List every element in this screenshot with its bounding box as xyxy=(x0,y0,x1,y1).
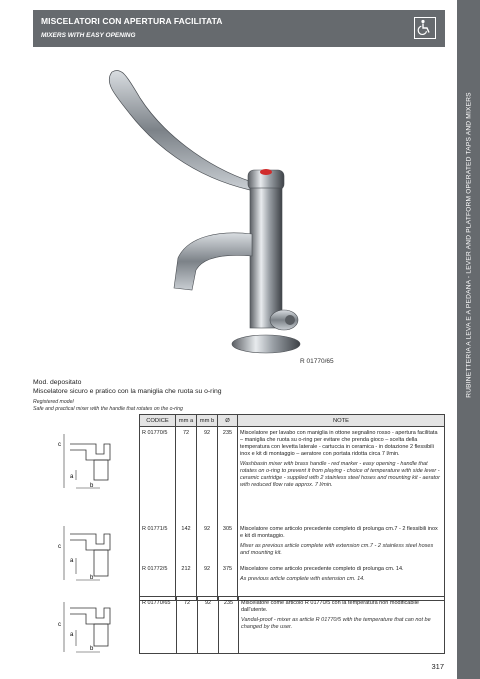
table-header-row xyxy=(140,415,445,427)
label-b: b xyxy=(90,483,94,489)
note-en: Vandal-proof - mixer as article R 01770/5 with the temperature that can not be changed by the user. xyxy=(241,617,431,630)
note-it: Miscelatore come articolo R 01770/5 con la temperatura non modificabile dall'utente. xyxy=(241,600,419,613)
product-description xyxy=(33,378,222,396)
col-header-mm-b: mm b xyxy=(197,415,218,427)
note-it: Miscelatore per lavabo con maniglia in ottone segnalino rosso - apertura facilitata – maniglia che ruota su o-ring per evitare che prenda gioco – scelta della temperatura con levetta laterale - cartuccia in ceramica - in dotazione 2 flessibili inox e kit di montaggio – aeratore con portata ridotta circa 7 l/min. xyxy=(240,430,438,457)
header-subtitle: MIXERS WITH EASY OPENING xyxy=(41,32,136,39)
col-header-code: CODICE xyxy=(140,415,176,427)
cell-note xyxy=(241,600,441,631)
cell-diameter: 235 xyxy=(218,427,238,523)
cell-b: 92 xyxy=(204,600,212,606)
cell-a: 72 xyxy=(176,427,197,523)
cell-code: R 01770/5 xyxy=(140,427,176,523)
label-b: b xyxy=(90,646,94,652)
cell-a: 212 xyxy=(176,563,197,601)
cell-code: R 01771/5 xyxy=(140,523,176,563)
extra-row-box xyxy=(139,596,445,654)
spec-table xyxy=(139,414,445,601)
description-it: Miscelatore sicuro e pratico con la maniglia che ruota su o-ring xyxy=(33,388,222,395)
note-en: As previous article complete with extension cm. 14. xyxy=(240,575,365,582)
label-b: b xyxy=(90,575,94,581)
col-header-note: NOTE xyxy=(238,415,445,427)
wheelchair-icon xyxy=(414,17,436,39)
product-description-en xyxy=(33,399,183,413)
table-row xyxy=(140,523,445,563)
label-a: a xyxy=(70,474,74,480)
model-label: Mod. depositato xyxy=(33,379,82,386)
description-en: Safe and practical mixer with the handle that rotates on the o-ring xyxy=(33,406,183,412)
cell-a: 72 xyxy=(183,600,191,606)
page-number: 317 xyxy=(431,662,444,671)
label-a: a xyxy=(70,632,74,638)
cell-b: 92 xyxy=(197,563,218,601)
label-c: c xyxy=(58,622,61,628)
registered-en: Registered model xyxy=(33,399,74,405)
dimension-diagram xyxy=(56,600,126,660)
note-it: Miscelatore come articolo precedente completo di prolunga cm.7 - 2 flessibili inox e kit di montaggio. xyxy=(240,525,438,539)
label-c: c xyxy=(58,442,61,448)
sidebar-text: RUBINETTERIA A LEVA E A PEDANA - LEVER AND PLATFORM OPERATED TAPS AND MIXERS xyxy=(465,92,472,398)
cell-code: R 01772/5 xyxy=(140,563,176,601)
table-row xyxy=(140,563,445,601)
note-en: Mixer as previous article complete with extension cm.7 - 2 stainless steel hoses and mounting kit. xyxy=(240,542,434,556)
dimension-diagram xyxy=(56,524,126,584)
header-title: MISCELATORI CON APERTURA FACILITATA xyxy=(41,16,223,26)
sidebar-band xyxy=(457,0,480,679)
cell-note xyxy=(238,563,445,601)
col-header-mm-a: mm a xyxy=(176,415,197,427)
label-a: a xyxy=(70,558,74,564)
product-photo xyxy=(100,58,340,358)
cell-a: 142 xyxy=(176,523,197,563)
cell-diameter: 375 xyxy=(218,563,238,601)
label-c: c xyxy=(58,544,61,550)
page-header xyxy=(33,10,445,47)
note-it: Miscelatore come articolo precedente completo di prolunga cm. 14. xyxy=(240,565,404,572)
cell-b: 92 xyxy=(197,427,218,523)
cell-diameter: 235 xyxy=(223,600,234,606)
cell-note xyxy=(238,427,445,523)
cell-diameter: 305 xyxy=(218,523,238,563)
table-row xyxy=(140,427,445,523)
note-en: Washbasin mixer with brass handle - red marker - easy opening - handle that rotates on o-ring to prevent it from playing - choice of temperature with side lever - ceramic cartridge - supplied with 2 stainless steel hoses and mounting kit - aerator with reduced flow rate approx. 7 l/min. xyxy=(240,461,440,488)
image-caption: R 01770/65 xyxy=(300,358,334,365)
col-header-diameter: Ø xyxy=(218,415,238,427)
dimension-diagram xyxy=(56,430,126,490)
cell-note xyxy=(238,523,445,563)
cell-code: R 01770/65 xyxy=(142,600,171,606)
cell-b: 92 xyxy=(197,523,218,563)
